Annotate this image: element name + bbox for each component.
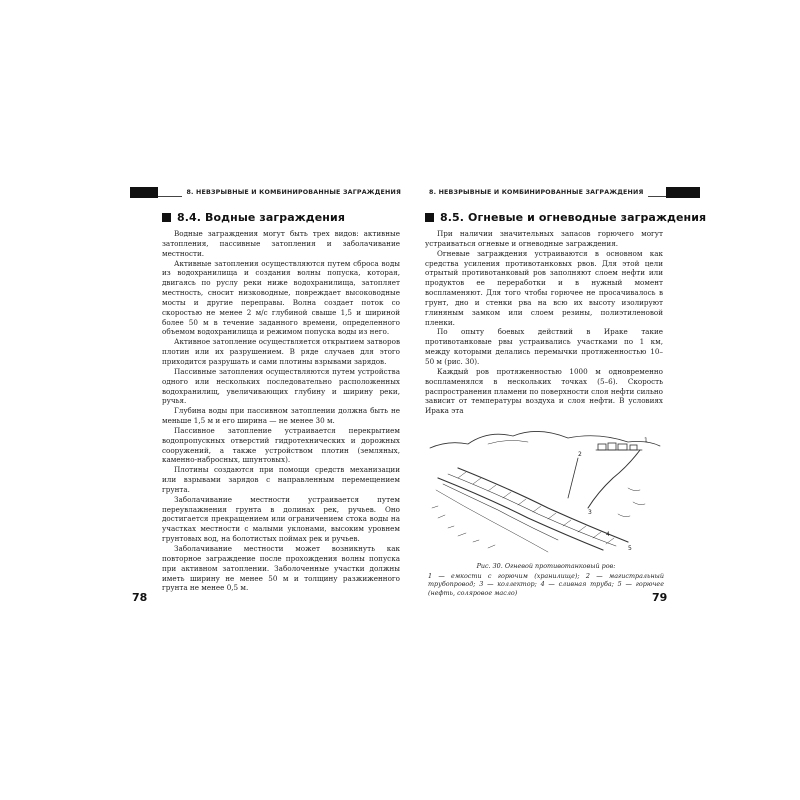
- figure-fire-ditch: [428, 418, 662, 556]
- right-body-text: [425, 229, 663, 416]
- page-number-right: 79: [652, 591, 668, 604]
- body-paragraph: Каждый ров протяженностью 1000 м одновременно воспламенялся в нескольких точках (5–6). Скорость распространения пламени по поверхности слоя нефти сильно зависит от температуры воздуха и слоя нефти. В условиях Ирака эта: [425, 366, 663, 416]
- caption-body: 1 — емкости с горючим (хранилище); 2 — магистральный трубопровод; 3 — коллектор; 4 — сливная труба; 5 — горючее (нефть, соляровое масло): [428, 571, 664, 597]
- figure-label-4: 4: [606, 531, 610, 538]
- figure-label-1: 1: [644, 437, 648, 444]
- body-paragraph: Активное затопление осуществляется открытием затворов плотин или их разрушением. В ряде случаев для этого приходится разрушать и сами плотины взрывами зарядов.: [162, 337, 400, 366]
- section-title-text: 8.4. Водные заграждения: [177, 211, 345, 224]
- section-square-icon: [162, 213, 171, 222]
- running-head-text: 8. НЕВЗРЫВНЫЕ И КОМБИНИРОВАННЫЕ ЗАГРАЖДЕНИЯ: [186, 188, 401, 196]
- section-title-text: 8.5. Огневые и огневодные заграждения: [440, 211, 707, 224]
- body-paragraph: Водные заграждения могут быть трех видов: активные затопления, пассивные затопления и заболачивание местности.: [162, 229, 400, 258]
- body-paragraph: Активные затопления осуществляются путем сброса воды из водохранилища и создания волны попуска, которая, двигаясь по руслу реки ниже водохранилища, затопляет местность, сносит низководные, повреждает высоководные мосты и другие переправы. Волна создает поток со скоростью не менее 2 м/с глубиной свыше 1,5 и шириной более 50 м в течение заданного времени, определенного объемом водохранилища и режимом попуска воды из него.: [162, 258, 400, 337]
- running-head-bar: [130, 187, 158, 198]
- page-number-left: 78: [132, 591, 148, 604]
- section-square-icon: [425, 213, 434, 222]
- body-paragraph: Заболачивание местности устраивается путем переувлажнения грунта в долинах рек, ручьев. Оно достигается прекращением или ограничением стока воды на участках местности с малыми уклонами, высоким уровнем грунтовых вод, на болотистых поймах рек и ручьев.: [162, 494, 400, 544]
- left-page: [162, 185, 400, 615]
- body-paragraph: Плотины создаются при помощи средств механизации или взрывами зарядов с направленным перемещением грунта.: [162, 465, 400, 494]
- figure-label-5: 5: [628, 545, 632, 552]
- figure-label-2: 2: [578, 451, 582, 458]
- body-paragraph: Заболачивание местности может возникнуть как повторное заграждение после прохождения волны попуска при активном затоплении. Заболоченные участки должны иметь ширину не менее 50 м и толщину разжиженного грунта не менее 0,5 м.: [162, 544, 400, 593]
- figure-label-3: 3: [588, 509, 592, 516]
- section-title: [425, 211, 706, 224]
- figure-caption: [428, 562, 664, 597]
- running-head-bar: [666, 187, 700, 198]
- body-paragraph: Огневые заграждения устраиваются в основном как средства усиления противотанковых рвов. Для этой цели отрытый противотанковый ров заполняют слоем нефти или продуктов ее переработки и в нужный момент воспламеняют. Для того чтобы горючее не просачивалось в грунт, дно и стенки рва на всю их высоту изолируют глиняным замком или слоем резины, полиэтиленовой пленки.: [425, 248, 663, 327]
- running-head-text: 8. НЕВЗРЫВНЫЕ И КОМБИНИРОВАННЫЕ ЗАГРАЖДЕНИЯ: [429, 188, 644, 196]
- section-title: [162, 211, 345, 224]
- left-body-text: [162, 229, 400, 593]
- body-paragraph: Пассивные затопления осуществляются путем устройства одного или нескольких последовательно расположенных водохранилищ, увеличивающих глубину и ширину реки, ручья.: [162, 366, 400, 406]
- body-paragraph: По опыту боевых действий в Ираке такие противотанковые рвы устраивались участками по 1 км, между которыми делались перемычки протяженностью 10–50 м (рис. 30).: [425, 327, 663, 366]
- caption-title: Рис. 30. Огневой противотанковый ров:: [476, 562, 616, 570]
- body-paragraph: Глубина воды при пассивном затоплении должна быть не меньше 1,5 м и его ширина — не менее 30 м.: [162, 406, 400, 426]
- body-paragraph: Пассивное затопление устраивается перекрытием водопропускных отверстий гидротехнических и дорожных сооружений, а также устройством плотин (земляных, каменно-набросных, шпунтовых).: [162, 425, 400, 465]
- body-paragraph: При наличии значительных запасов горючего могут устраиваться огневые и огневодные заграждения.: [425, 229, 663, 248]
